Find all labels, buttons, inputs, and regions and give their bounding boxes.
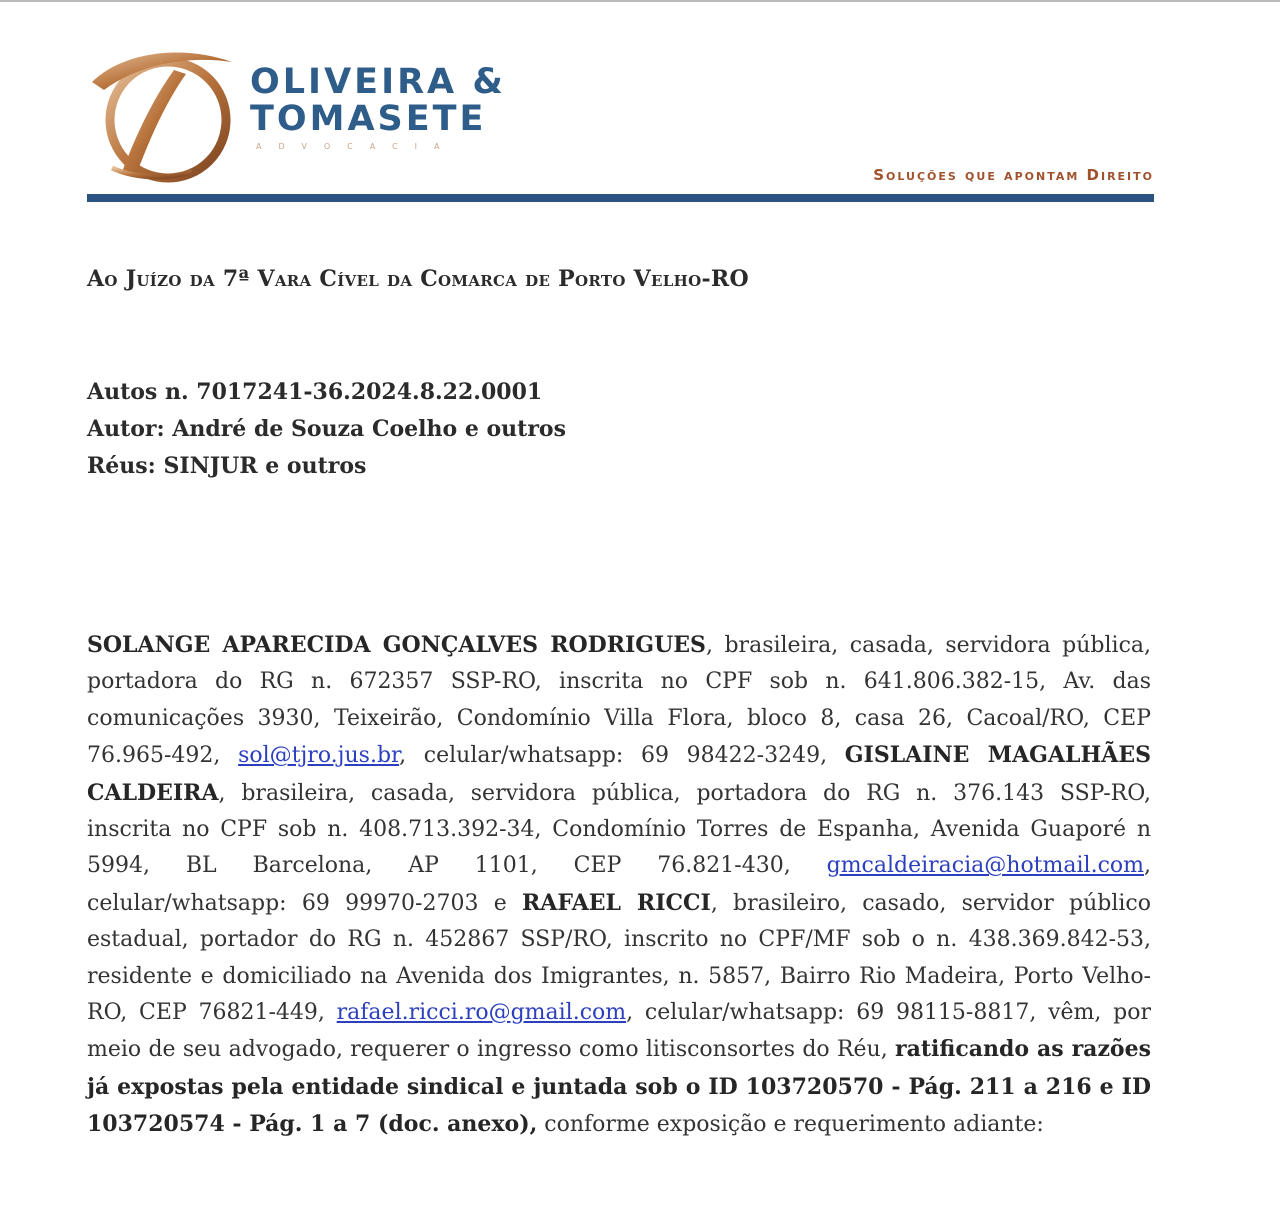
party-details-2: , brasileira, casada, servidora pública, portadora do RG n. 376.143 SSP-RO, inscrita no CPF sob n. 408.713.392-34, Condomínio Torres de Espanha, Avenida Guaporé n 5994, BL Barcelona, AP 1101, CEP 76.821-430,: [87, 780, 1151, 879]
party-name-1: SOLANGE APARECIDA GONÇALVES RODRIGUES: [87, 632, 706, 658]
party-phone-2: , celular/whatsapp: 69 99970-2703 e: [87, 853, 1151, 916]
petition-paragraph: [87, 627, 1151, 1144]
firm-name-line1: OLIVEIRA &: [250, 62, 506, 102]
case-plaintiff: Autor: André de Souza Coelho e outros: [87, 416, 566, 442]
case-defendants: Réus: SINJUR e outros: [87, 453, 367, 479]
party-email-link-1[interactable]: sol@tjro.jus.br: [238, 743, 400, 769]
party-name-2: GISLAINE MAGALHÃES CALDEIRA: [87, 742, 1151, 806]
firm-tagline: Soluções que apontam Direito: [873, 166, 1154, 184]
party-email-link-3[interactable]: rafael.ricci.ro@gmail.com: [336, 1000, 627, 1026]
firm-subtitle: ADVOCACIA: [256, 142, 457, 151]
party-details-1: , brasileira, casada, servidora pública, portadora do RG n. 672357 SSP-RO, inscrita no CPF sob n. 641.806.382-15, Av. das comunicações 3930, Teixeirão, Condomínio Villa Flora, bloco 8, casa 26, Cacoal/RO, CEP 76.965-492,: [87, 633, 1151, 769]
court-addressee: Ao Juízo da 7ª Vara Cível da Comarca de Porto Velho-RO: [87, 266, 749, 292]
firm-name-line2: TOMASETE: [250, 99, 487, 139]
letterhead: [0, 0, 1280, 210]
party-name-3: RAFAEL RICCI: [522, 889, 711, 916]
party-email-link-2[interactable]: gmcaldeiracia@hotmail.com: [826, 853, 1144, 879]
header-divider: [87, 194, 1154, 202]
case-number: Autos n. 7017241-36.2024.8.22.0001: [87, 379, 543, 405]
party-details-3: , brasileiro, casado, servidor público estadual, portador do RG n. 452867 SSP/RO, inscrito no CPF/MF sob o n. 438.369.842-53, residente e domiciliado na Avenida dos Imigrantes, n. 5857, Bairro Rio Madeira, Porto Velho-RO, CEP 76821-449,: [87, 890, 1151, 1026]
firm-logo-icon: [82, 40, 242, 190]
party-phone-3: , celular/whatsapp: 69 98115-8817, vêm, por meio de seu advogado, requerer o ingresso como litisconsortes do Réu,: [87, 1000, 1151, 1063]
party-phone-1: , celular/whatsapp: 69 98422-3249,: [399, 743, 845, 769]
case-info: [87, 374, 566, 485]
closing-text: conforme exposição e requerimento adiante:: [537, 1112, 1044, 1138]
ratification-statement: ratificando as razões já expostas pela entidade sindical e juntada sob o ID 103720570 - Pág. 211 a 216 e ID 103720574 - Pág. 1 a 7 (doc. anexo),: [87, 1036, 1151, 1138]
